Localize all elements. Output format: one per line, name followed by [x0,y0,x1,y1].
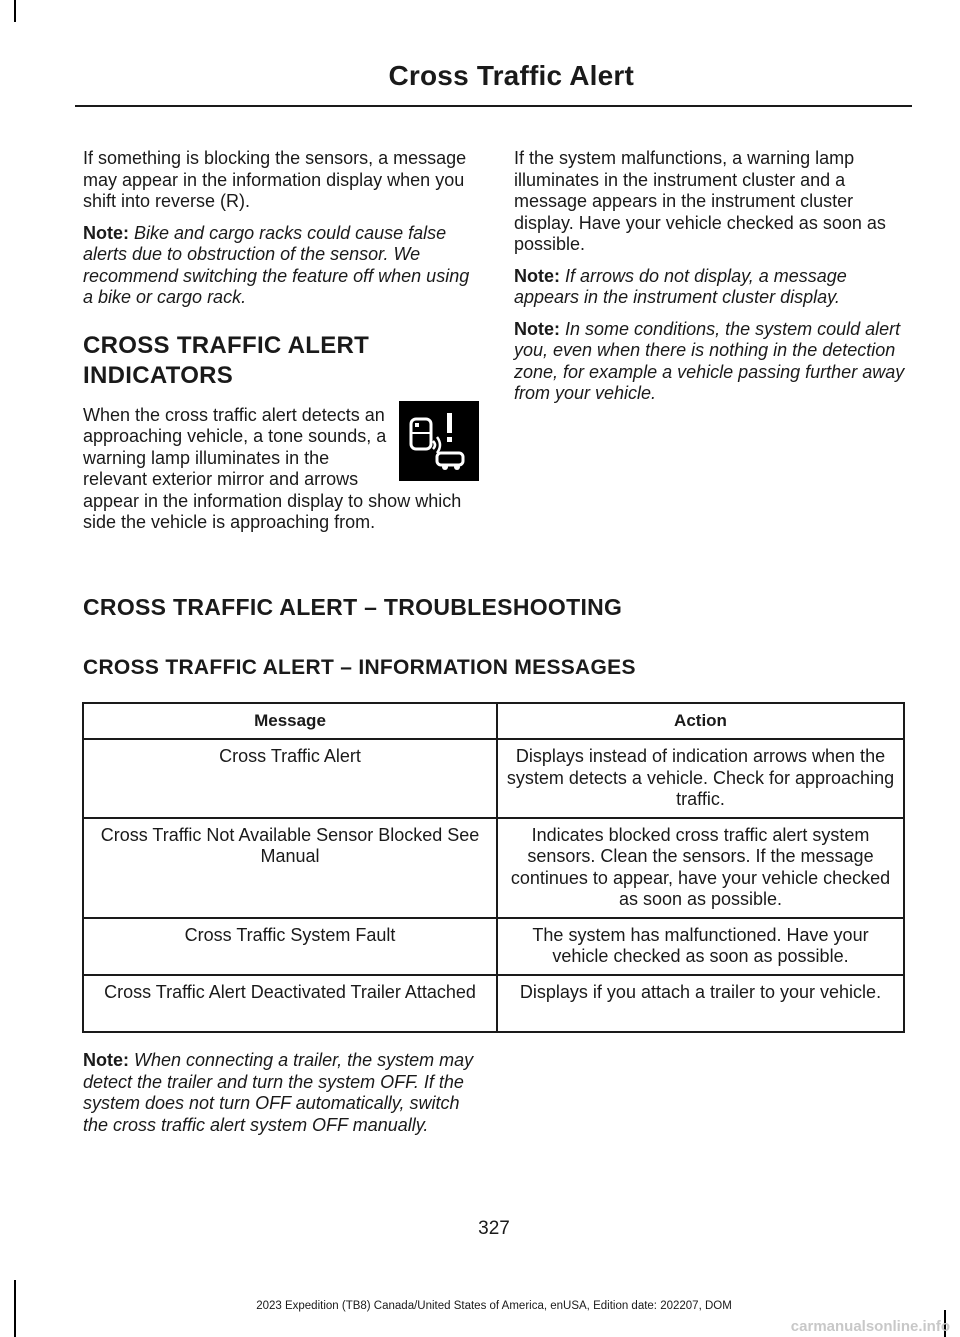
table-row [83,818,904,918]
arrows-note [514,266,909,309]
left-column [83,148,479,534]
page-title: Cross Traffic Alert [388,60,634,91]
action-cell: The system has malfunctioned. Have your vehicle checked as soon as possible. [497,918,904,975]
edition-footer: 2023 Expedition (TB8) Canada/United States of America, enUSA, Edition date: 202207, DOM [256,1300,732,1312]
right-column [514,148,909,415]
message-cell: Cross Traffic Not Available Sensor Blocked See Manual [83,818,497,918]
note-label: Note: [83,222,129,243]
heading-line: CROSS TRAFFIC ALERT [83,331,370,359]
action-cell: Displays instead of indication arrows when the system detects a vehicle. Check for approaching traffic. [497,739,904,818]
table-header-row [83,703,904,739]
cross-traffic-alert-icon [399,401,479,481]
message-cell: Cross Traffic System Fault [83,918,497,975]
heading-line: INDICATORS [83,361,234,389]
crop-mark [14,0,16,22]
indicator-paragraph [83,405,479,534]
note-text: If arrows do not display, a message appears in the instrument cluster display. [514,265,847,307]
false-alert-note [514,319,909,405]
action-cell: Indicates blocked cross traffic alert system sensors. Clean the sensors. If the message continues to appear, have your vehicle checked as soon as possible. [497,818,904,918]
note-label: Note: [514,265,560,286]
message-cell: Cross Traffic Alert [83,739,497,818]
trailer-note [83,1050,479,1136]
note-text: Bike and cargo racks could cause false alerts due to obstruction of the sensor. We recommend switching the feature off when using a bike or cargo rack. [83,222,470,307]
blocked-sensor-paragraph: If something is blocking the sensors, a message may appear in the information display when you shift into reverse (R). [83,148,467,211]
note-text: In some conditions, the system could alert you, even when there is nothing in the detection zone, for example a vehicle passing further away from your vehicle. [514,318,905,403]
page-number: 327 [478,1218,510,1239]
table-row [83,739,904,818]
note-text: When connecting a trailer, the system may detect the trailer and turn the system OFF. If the system does not turn OFF automatically, switch the cross traffic alert system OFF manually. [83,1050,474,1135]
information-messages-table [82,702,905,1033]
column-header-action: Action [497,703,904,739]
malfunction-paragraph: If the system malfunctions, a warning lamp illuminates in the instrument cluster and a message appears in the instrument cluster display. Have your vehicle checked as soon as possible. [514,148,886,254]
indicator-description: When the cross traffic alert detects an approaching vehicle, a tone sounds, a warning lamp illuminates in the relevant exterior mirror and arrows appear in the information display to show which side the vehicle is approaching from. [83,404,462,532]
table-row [83,918,904,975]
troubleshooting-heading: CROSS TRAFFIC ALERT – TROUBLESHOOTING [83,594,623,620]
note-label: Note: [514,318,560,339]
message-cell: Cross Traffic Alert Deactivated Trailer Attached [83,975,497,1032]
watermark: carmanualsonline.info [790,1318,950,1335]
header-divider [75,105,912,107]
column-header-message: Message [83,703,497,739]
indicators-heading [83,331,479,391]
table-row [83,975,904,1032]
bike-rack-note [83,223,479,309]
note-label: Note: [83,1050,129,1070]
action-cell: Displays if you attach a trailer to your vehicle. [497,975,904,1032]
information-messages-heading: CROSS TRAFFIC ALERT – INFORMATION MESSAGES [83,656,636,679]
